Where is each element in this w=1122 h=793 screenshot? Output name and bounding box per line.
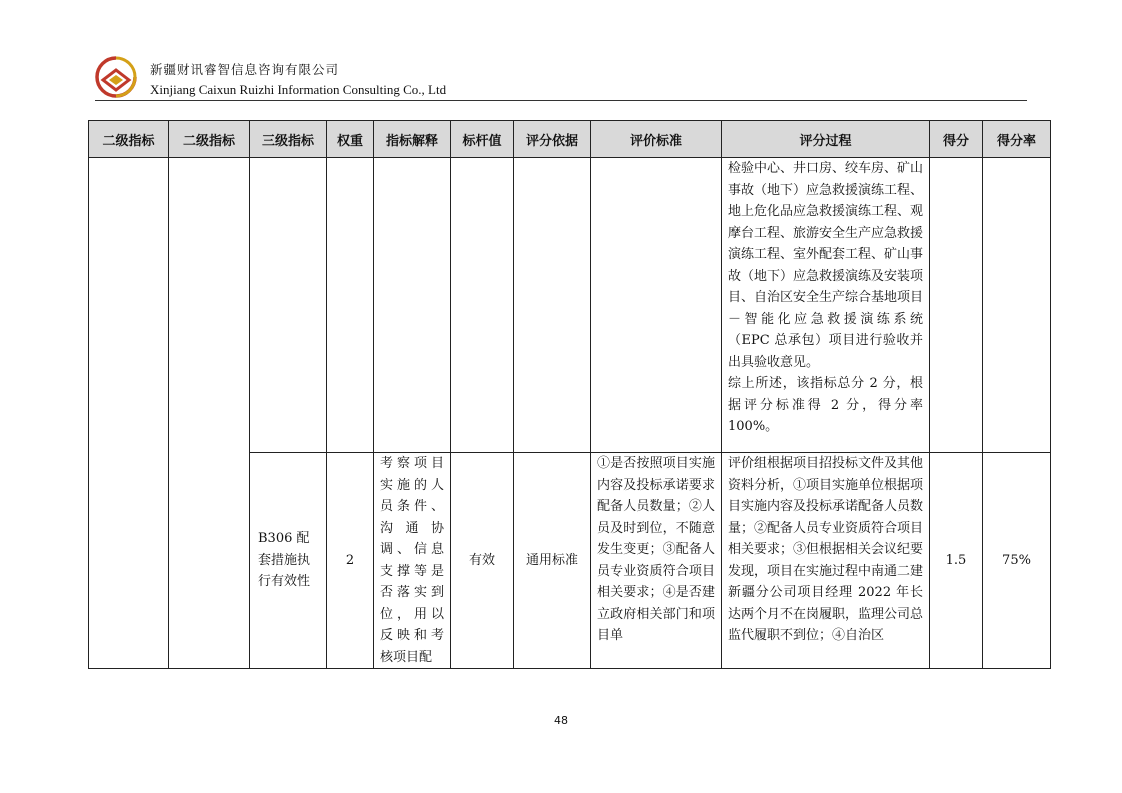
cell-process: [722, 453, 930, 669]
process-text: 评价组根据项目招投标文件及其他资料分析，①项目实施单位根据项目实施内容及投标承诺配备人员数量；②配备人员专业资质符合项目相关要求；③但根据相关会议纪要发现，项目在实施过程中南通二建新疆分公司项目经理 2022 年长达两个月不在岗履职，监理公司总监代履职不到位；④自治区: [728, 456, 924, 643]
col-header-benchmark: 标杆值: [451, 121, 514, 158]
col-header-level3: 三级指标: [250, 121, 327, 158]
evaluation-table: [88, 120, 1051, 669]
cell-standard: [591, 453, 722, 669]
cell-level2-b: [169, 158, 250, 669]
col-header-level2-a: 二级指标: [89, 121, 169, 158]
page-header: [95, 54, 1027, 102]
cell-explanation: [374, 453, 451, 669]
col-header-process: 评分过程: [722, 121, 930, 158]
col-header-level2-b: 二级指标: [169, 121, 250, 158]
cell-standard: [591, 158, 722, 453]
col-header-standard: 评价标准: [591, 121, 722, 158]
cell-level3: [250, 158, 327, 453]
cell-process: [722, 158, 930, 453]
cell-rate: [983, 158, 1051, 453]
cell-level3: [250, 453, 327, 669]
cell-basis: 通用标准: [514, 453, 591, 669]
evaluation-standard: ①是否按照项目实施内容及投标承诺要求配备人员数量；②人员及时到位，不随意发生变更；③配备人员专业资质符合项目相关要求；④是否建立政府相关部门和项目单: [597, 456, 715, 643]
company-name-cn: 新疆财讯睿智信息咨询有限公司: [150, 62, 340, 77]
indicator-explanation: 考察项目实施的人员条件、沟通协调、信息支撑等是否落实到位，用以反映和考核项目配: [380, 456, 444, 665]
cell-weight: [327, 158, 374, 453]
process-text: 检验中心、井口房、绞车房、矿山事故（地下）应急救援演练工程、地上危化品应急救援演练工程、观摩台工程、旅游安全生产应急救援演练工程、室外配套工程、矿山事故（地下）应急救援演练及安装项目、自治区安全生产综合基地项目－智能化应急救援演练系统（EPC 总承包）项目进行验收并出具验收意见。: [728, 161, 924, 370]
col-header-rate: 得分率: [983, 121, 1051, 158]
cell-explanation: [374, 158, 451, 453]
cell-level2-a: [89, 158, 169, 669]
header-divider: [95, 100, 1027, 101]
indicator-name: B306 配套措施执行有效性: [258, 531, 311, 590]
table-header-row: [89, 121, 1051, 158]
process-summary: 综上所述，该指标总分 2 分，根据评分标准得 2 分，得分率 100%。: [728, 376, 923, 434]
col-header-score: 得分: [930, 121, 983, 158]
col-header-explanation: 指标解释: [374, 121, 451, 158]
cell-benchmark: 有效: [451, 453, 514, 669]
cell-score: [930, 158, 983, 453]
table-row: [89, 158, 1051, 453]
page-number: 48: [554, 714, 568, 727]
company-logo-icon: [95, 56, 137, 98]
col-header-weight: 权重: [327, 121, 374, 158]
col-header-basis: 评分依据: [514, 121, 591, 158]
cell-weight: 2: [327, 453, 374, 669]
cell-basis: [514, 158, 591, 453]
cell-score: 1.5: [930, 453, 983, 669]
cell-rate: 75%: [983, 453, 1051, 669]
company-name-en: Xinjiang Caixun Ruizhi Information Consulting Co., Ltd: [150, 82, 447, 97]
cell-benchmark: [451, 158, 514, 453]
